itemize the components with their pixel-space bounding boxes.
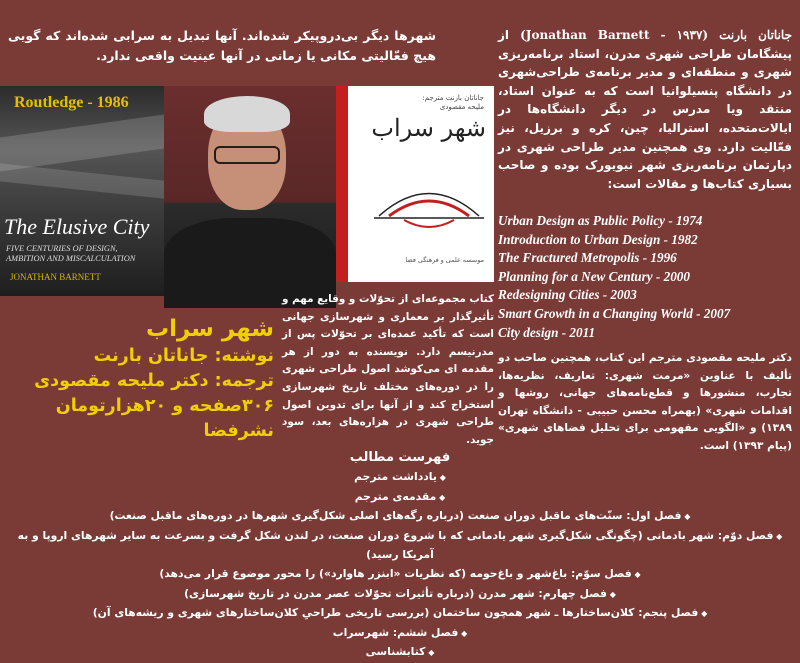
portrait-glasses <box>214 146 280 164</box>
translator-bio: دکتر ملیحه مقصودی مترجم این کتاب، همچنین صاحب دو تألیف با عناوین «مرمت شهری: تعاریف، نظریه‌ها، تجارب، منشورها و قطع‌نامه‌های جهانی، روشها و اقدامات شهری» (بهمراه محسن حبیبی - دانشگاه تهران ۱۳۸۹) و «الگویی مفهومی برای تحلیل فضاهای شهری» (پیام ۱۳۹۳) است. <box>498 352 792 452</box>
cover-author: JONATHAN BARNETT <box>10 272 101 282</box>
toc-item: ◆ کتابشناسی <box>6 643 794 663</box>
toc-item: ◆ فصل دوّم: شهر بادمانی (چگونگی شکل‌گیری شهر یادمانی که با شروع دوران صنعت، در لندن شکل گرفت و بسرعت به سایر شهرهای اروپا و به آمریکا رسید) <box>6 527 794 565</box>
toc-item: ◆ مقدمه‌ی مترجم <box>6 488 794 508</box>
author-works-list <box>498 212 792 342</box>
portrait-hair <box>204 96 290 132</box>
cover-subtitle: FIVE CENTURIES OF DESIGN, AMBITION AND MISCALCULATION <box>6 244 136 263</box>
mirage-illustration-icon <box>374 176 484 236</box>
table-of-contents <box>6 468 794 663</box>
cover-imprint: موسسه علمی و فرهنگی فضا <box>405 256 484 264</box>
work-item: Planning for a New Century - 2000 <box>498 268 690 284</box>
cover-title-persian: شهر سراب <box>371 114 486 142</box>
intro-quote: شهرها دیگر بی‌درو‌پیکر شده‌اند. آنها تبدیل به سرابی شده‌اند که گویی هیچ فعّالیتی مکانی یا زمانی در آنها عینیت واقعی ندارد. <box>8 28 436 63</box>
persian-book-cover <box>336 86 494 282</box>
work-item: The Fractured Metropolis - 1996 <box>498 250 677 266</box>
work-item: Introduction to Urban Design - 1982 <box>498 231 698 247</box>
book-translator: ترجمه: دکتر ملیحه مقصودی <box>34 371 274 391</box>
author-portrait <box>164 86 336 296</box>
toc-title: فهرست مطالب <box>349 450 451 465</box>
author-bio <box>498 26 792 193</box>
toc-item: ◆ فصل پنجم: کلان‌ساختارها ـ شهر همچون ساختمان (بررسی تاریخی طراحیِ کلان‌ساختارهای شهری و ریشه‌های آن) <box>6 604 794 624</box>
toc-item: ◆ فصل اول: سنّت‌های ماقبل دوران صنعت (درباره رگه‌های اصلی شکل‌گیری شهرها در دوره‌های ماقبل صنعت) <box>6 507 794 527</box>
toc-item: ◆ فصل چهارم: شهر مدرن (درباره تأثیرات تحوّلات عصر مدرن در تاریخ شهرسازی) <box>6 585 794 605</box>
work-item: Smart Growth in a Changing World - 2007 <box>498 305 731 321</box>
english-book-cover <box>0 86 164 296</box>
work-item: Redesigning Cities - 2003 <box>498 287 637 303</box>
cover-names: جاناتان بارنت مترجم: ملیحه مقصودی <box>422 94 484 111</box>
toc-item: ◆ فصل سوّم: باغ‌شهر و باغ‌حومه (که نظریات «ابنزر هاوارد») را محور موضوع قرار می‌دهد) <box>6 565 794 585</box>
book-publisher: نشرفضا <box>203 421 274 441</box>
work-item: Urban Design as Public Policy - 1974 <box>498 213 703 228</box>
book-title: شهر سراب <box>145 316 274 342</box>
cover-title: The Elusive City <box>4 214 150 239</box>
book-pages-price: ۳۰۶صفحه و ۲۰هزارتومان <box>55 396 274 416</box>
book-description: کتاب مجموعه‌ای از تحوّلات و وقایع مهم و تأثیرگذار بر معماری و شهرسازی جهانی است که تأکید عمده‌ای بر تحوّلات پس از مدرنیسم دارد. نویسنده به دور از هر مقدمه ای می‌کوشد اصول طراحی شهری را در دوره‌های مختلف تاریخ شهرسازی استخراج کند و از آنها برای تدوین اصول طراحی شهری در هزاره‌های بعد، سود جوید. <box>282 293 494 446</box>
cover-publisher: Routledge - 1986 <box>14 94 129 111</box>
book-author: نوشته: جاناتان بارنت <box>93 346 274 366</box>
toc-item: ◆ یادداشت مترجم <box>6 468 794 488</box>
book-info <box>6 314 274 444</box>
toc-item: ◆ فصل ششم: شهر‌سراب <box>6 624 794 644</box>
work-item: City design - 2011 <box>498 324 596 340</box>
author-bio-text: از پیشگامان طراحی شهری مدرن، استاد برنامه‌ریزی شهری و منطقه‌ای و مدیر برنامه‌ی طراحی‌شهری در دانشگاه پنسیلوانیا است که به عنوان استاد، منتقد ویا مدرس در دیگر دانشگاه‌ها در ایالات‌متحده، استرالیا، چین، کره و برزیل، نیز فعّالیت دارد. وی همچنین مدیر طراحی شهری در دپارتمان برنامه‌ریزی شهر نیویورک بوده و صاحب بسیاری کتاب‌ها و مقالات است: <box>498 28 792 191</box>
cover-texture <box>0 114 164 171</box>
cover-texture <box>0 163 164 198</box>
author-bio-title: جاناتان بارنت (Jonathan Barnett - ۱۹۳۷) <box>520 28 792 42</box>
